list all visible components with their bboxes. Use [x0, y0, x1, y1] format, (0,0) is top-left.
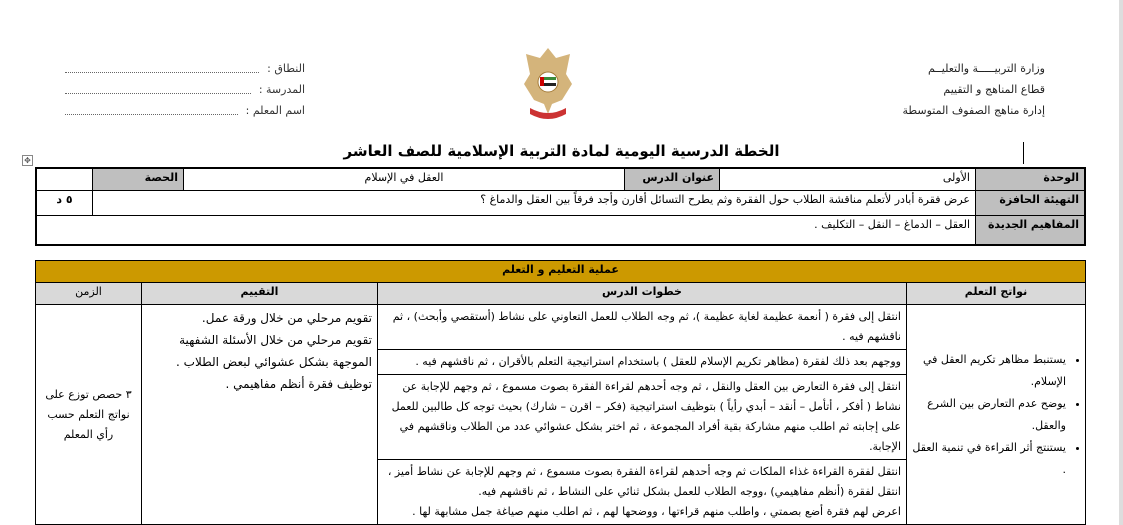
step-3: انتقل إلى فقرة التعارض بين العقل والنقل ، ثم وجه أحدهم لقراءة الفقرة بصوت مسموع ، ثم وجهم للإجابة عن نشاط ( أفكر ، أتأمل – أنقد – أبدي رأياً ) بتوظيف استراتيجية (فكر – اقرن – شارك) بحيث توجه كل طالبين للعمل على إجابته ثم اطلب منهم مشاركة بقية أفراد المجموعة ، ثم اختر بشكل عشوائي عدد من الطلاب وناقشهم في الإجابة. — [378, 375, 907, 460]
outcome-item: • يستنبط مظاهر تكريم العقل في الإسلام. — [912, 349, 1066, 393]
header-steps: خطوات الدرس — [378, 283, 907, 305]
step-2: ووجهم بعد ذلك لفقرة (مظاهر تكريم الإسلام للعقل ) باستخدام استراتيجية التعلم بالأقران ، ثم ناقشهم فيه . — [378, 350, 907, 375]
header-time: الزمن — [36, 283, 142, 305]
lesson-info-table — [35, 167, 1086, 246]
concepts-text: العقل – الدماغ – النقل – التكليف . — [36, 215, 976, 245]
warmup-time: ٥ د — [36, 190, 93, 215]
outcome-item: • يستنتج أثر القراءة في تنمية العقل . — [912, 437, 1066, 481]
header-assessment: التقييم — [142, 283, 378, 305]
text-cursor — [1023, 142, 1024, 164]
step-4: انتقل لفقرة القراءة غذاء الملكات ثم وجه أحدهم لقراءة الفقرة بصوت مسموع ، ثم وجهم للإجابة عن نشاط أميز ، انتقل لفقرة (أنظم مفاهيمي) ،ووجه الطلاب للعمل بشكل ثنائي على النشاط ، ثم ناقشهم فيه. اعرض لهم فقرة أضع بصمتي ، واطلب منهم قراءتها ، ووضحها لهم ، ثم اطلب منهم صياغة جمل مشابهة لها . — [378, 460, 907, 525]
teaching-process-table — [35, 260, 1086, 525]
period-label: الحصة — [93, 168, 184, 190]
outcomes-cell — [907, 305, 1086, 525]
page-title: الخطة الدرسية اليومية لمادة التربية الإسلامية للصف العاشر — [343, 142, 780, 160]
assessment-cell: تقويم مرحلي من خلال ورقة عمل. تقويم مرحلي من خلال الأسئلة الشفهية الموجهة بشكل عشوائي لبعض الطلاب . توظيف فقرة أنظم مفاهيمي . — [142, 305, 378, 525]
lesson-title-value: العقل في الإسلام — [184, 168, 625, 190]
process-title: عملية التعليم و التعلم — [36, 261, 1086, 283]
teacher-fields: النطاق : المدرسة : اسم المعلم : — [65, 58, 305, 121]
warmup-text: عرض فقرة أبادر لأتعلم مناقشة الطلاب حول الفقرة وثم يطرح التسائل أقارن وأجد فرقاً بين العقل والدماغ ؟ — [93, 190, 976, 215]
region-field[interactable] — [65, 58, 259, 73]
warmup-label: التهيئة الحافزة — [976, 190, 1086, 215]
period-value[interactable] — [36, 168, 93, 190]
concepts-label: المفاهيم الجديدة — [976, 215, 1086, 245]
time-cell: ٣ حصص توزع على نواتج التعلم حسب رأي المعلم — [36, 305, 142, 525]
unit-value: الأولى — [720, 168, 976, 190]
uae-emblem-logo — [522, 44, 574, 124]
table-move-handle-icon[interactable]: ✥ — [22, 155, 33, 166]
unit-label: الوحدة — [976, 168, 1086, 190]
step-1: انتقل إلى فقرة ( أنعمة عظيمة لغاية عظيمة )، ثم وجه الطلاب للعمل التعاوني على نشاط (أستقصي وأبحث) ، ثم ناقشهم فيه . — [378, 305, 907, 350]
lesson-title-label: عنوان الدرس — [625, 168, 720, 190]
ministry-header: وزارة التربيـــــة والتعليــم قطاع المناهج و التقييم إدارة مناهج الصفوف المتوسطة — [902, 62, 1045, 117]
header-outcomes: نواتج التعلم — [907, 283, 1086, 305]
outcome-item: • يوضح عدم التعارض بين الشرع والعقل. — [912, 393, 1066, 437]
teacher-field[interactable] — [65, 100, 238, 115]
scrollbar[interactable] — [1119, 0, 1123, 525]
school-field[interactable] — [65, 79, 251, 94]
